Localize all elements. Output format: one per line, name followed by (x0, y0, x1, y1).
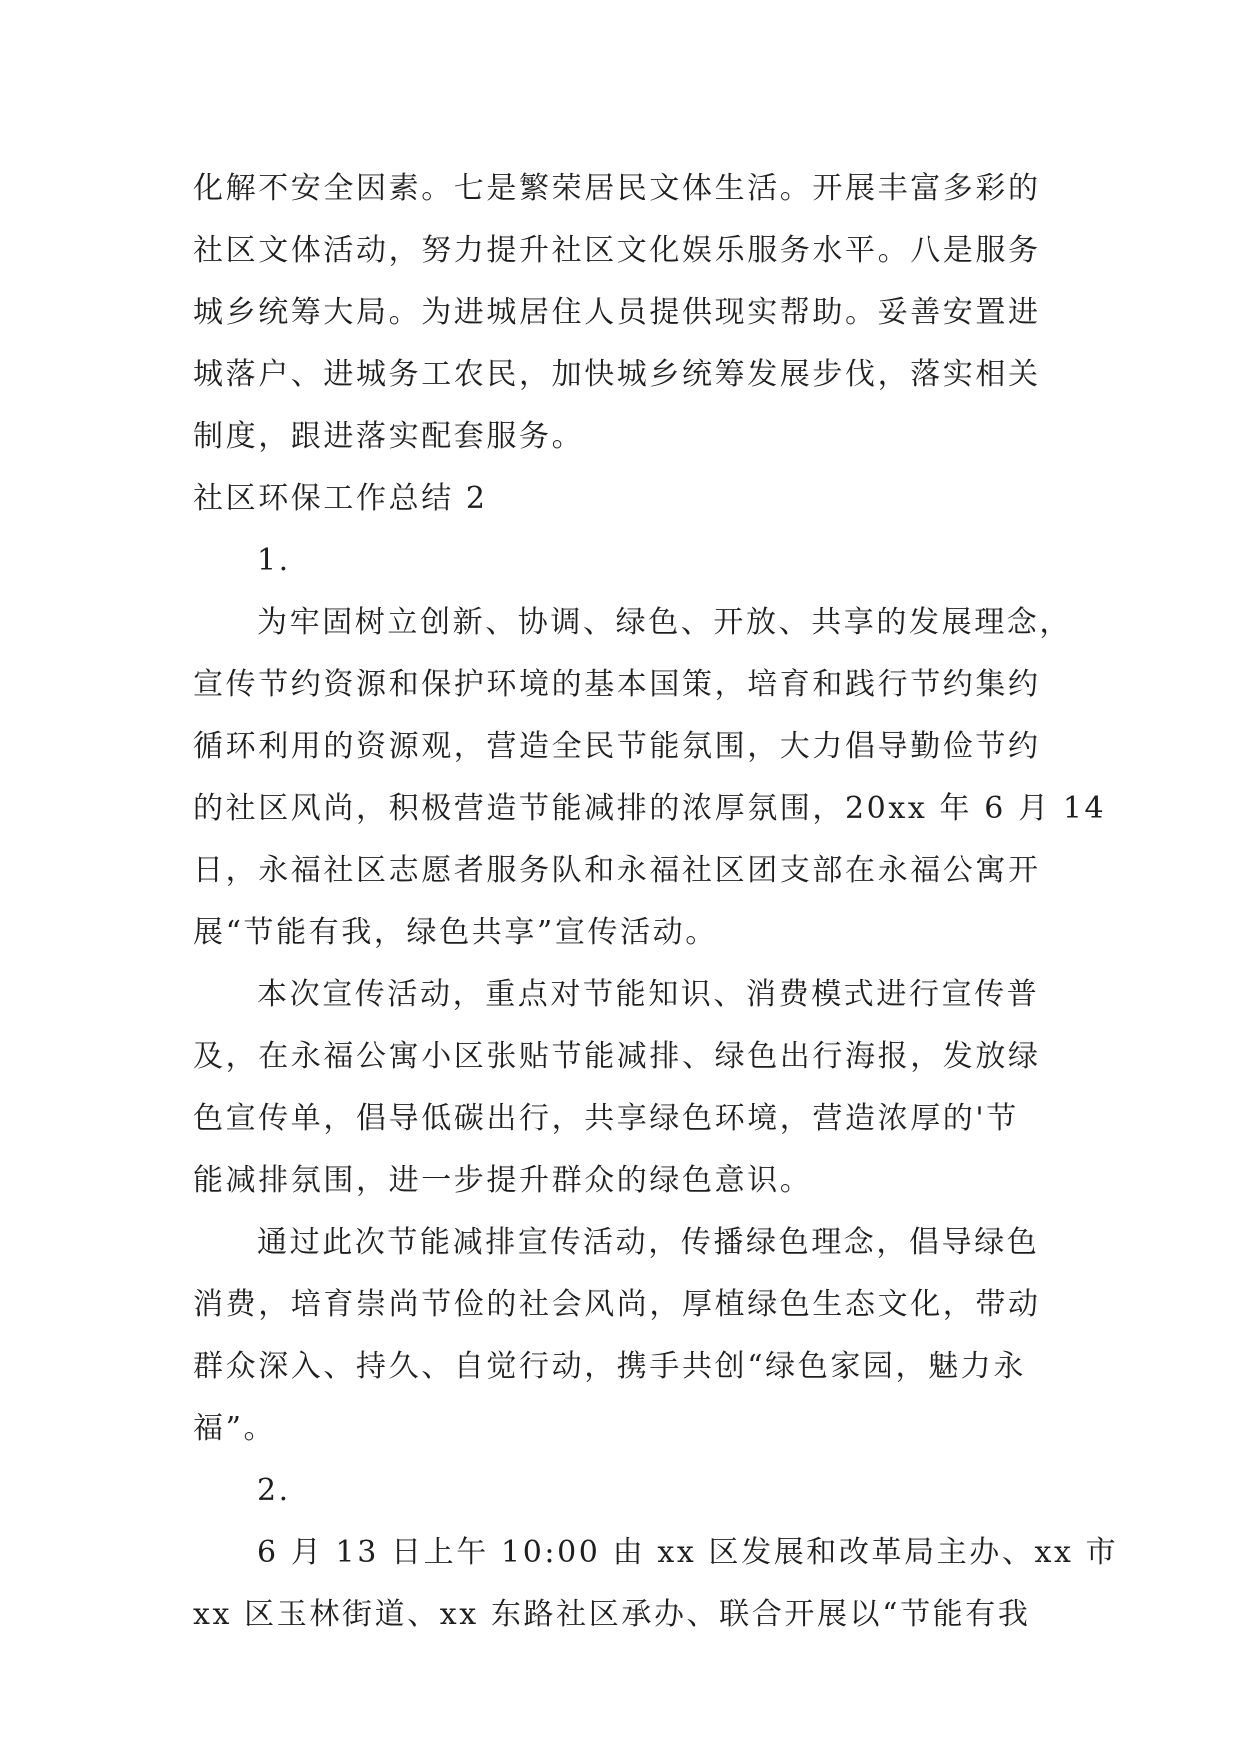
item-number: 1. (257, 543, 291, 578)
paragraph-line: 能减排氛围，进一步提升群众的绿色意识。 (193, 1163, 813, 1198)
paragraph-line: 宣传节约资源和保护环境的基本国策，培育和践行节约集约 (193, 667, 1041, 702)
paragraph-line: 福”。 (193, 1411, 277, 1446)
paragraph-line: 展“节能有我，绿色共享”宣传活动。 (193, 915, 718, 950)
document-body (193, 158, 1119, 1646)
paragraph-line: 的社区风尚，积极营造节能减排的浓厚氛围，20xx 年 6 月 14 (193, 791, 1107, 826)
paragraph-line: 日，永福社区志愿者服务队和永福社区团支部在永福公寓开 (193, 853, 1041, 888)
paragraph-line: 及，在永福公寓小区张贴节能减排、绿色出行海报，发放绿 (193, 1039, 1041, 1074)
paragraph-line: 城落户、进城务工农民，加快城乡统筹发展步伐，落实相关 (193, 357, 1041, 392)
paragraph-line: 制度，跟进落实配套服务。 (193, 419, 585, 454)
paragraph-line: 为牢固树立创新、协调、绿色、开放、共享的发展理念， (257, 605, 1072, 640)
paragraph-line: 社区文体活动，努力提升社区文化娱乐服务水平。八是服务 (193, 233, 1041, 268)
item-number: 2. (257, 1473, 291, 1508)
paragraph-line: 通过此次节能减排宣传活动，传播绿色理念，倡导绿色 (257, 1225, 1040, 1260)
paragraph-line: 本次宣传活动，重点对节能知识、消费模式进行宣传普 (257, 977, 1040, 1012)
paragraph-line: 消费，培育崇尚节俭的社会风尚，厚植绿色生态文化，带动 (193, 1287, 1041, 1322)
paragraph-line: 色宣传单，倡导低碳出行，共享绿色环境，营造浓厚的'节 (193, 1101, 1019, 1136)
paragraph-line: 城乡统筹大局。为进城居住人员提供现实帮助。妥善安置进 (193, 295, 1041, 330)
paragraph-line: 6 月 13 日上午 10:00 由 xx 区发展和改革局主办、xx 市 (257, 1535, 1119, 1570)
paragraph-line: 化解不安全因素。七是繁荣居民文体生活。开展丰富多彩的 (193, 171, 1041, 206)
section-heading: 社区环保工作总结 2 (193, 481, 488, 516)
paragraph-line: 循环利用的资源观，营造全民节能氛围，大力倡导勤俭节约 (193, 729, 1041, 764)
paragraph-line: xx 区玉林街道、xx 东路社区承办、联合开展以“节能有我 (193, 1597, 1031, 1632)
paragraph-line: 群众深入、持久、自觉行动，携手共创“绿色家园，魅力永 (193, 1349, 1026, 1384)
